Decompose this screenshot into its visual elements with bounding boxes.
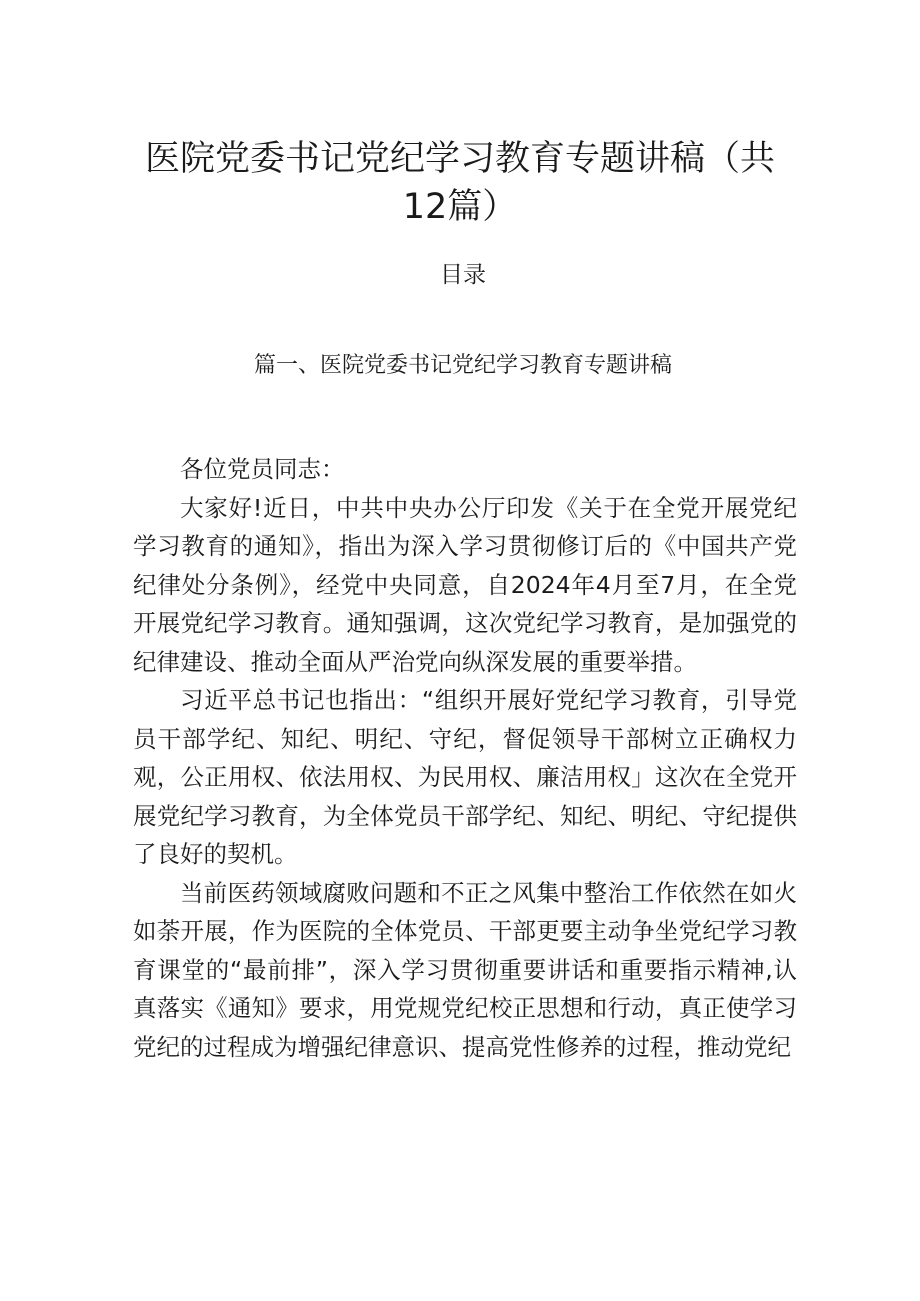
toc-item-1: 篇一、医院党委书记党纪学习教育专题讲稿 bbox=[253, 353, 672, 378]
toc-heading: 目录 bbox=[440, 262, 486, 288]
body-paragraph: 习近平总书记也指出：“组织开展好党纪学习教育，引导党员干部学纪、知纪、明纪、守纪，督促领导干部树立正确权力观，公正用权、依法用权、为民用权、廉洁用权」这次在全党开展党纪学习教育，为全体党员干部学纪、知纪、明纪、守纪提供了良好的契机。 bbox=[133, 686, 797, 868]
salutation-paragraph: 各位党员同志： bbox=[180, 455, 345, 483]
body-paragraph: 大家好!近日，中共中央办公厅印发《关于在全党开展党纪学习教育的通知》，指出为深入学习贯彻修订后的《中国共产党纪律处分条例》，经党中央同意，自2024年4月至7月，在全党开展党纪学习教育。通知强调，这次党纪学习教育，是加强党的纪律建设、推动全面从严治党向纵深发展的重要举措。 bbox=[133, 493, 797, 676]
body-paragraph: 当前医药领域腐败问题和不正之风集中整治工作依然在如火如荼开展，作为医院的全体党员、干部更要主动争坐党纪学习教育课堂的“最前排”，深入学习贯彻重要讲话和重要指示精神,认真落实《通知》要求，用党规党纪校正思想和行动，真正使学习党纪的过程成为增强纪律意识、提高党性修养的过程，推动党纪 bbox=[133, 878, 797, 1061]
document-body bbox=[133, 450, 797, 1066]
document-title: 医院党委书记党纪学习教育专题讲稿（共12篇） bbox=[144, 139, 775, 227]
